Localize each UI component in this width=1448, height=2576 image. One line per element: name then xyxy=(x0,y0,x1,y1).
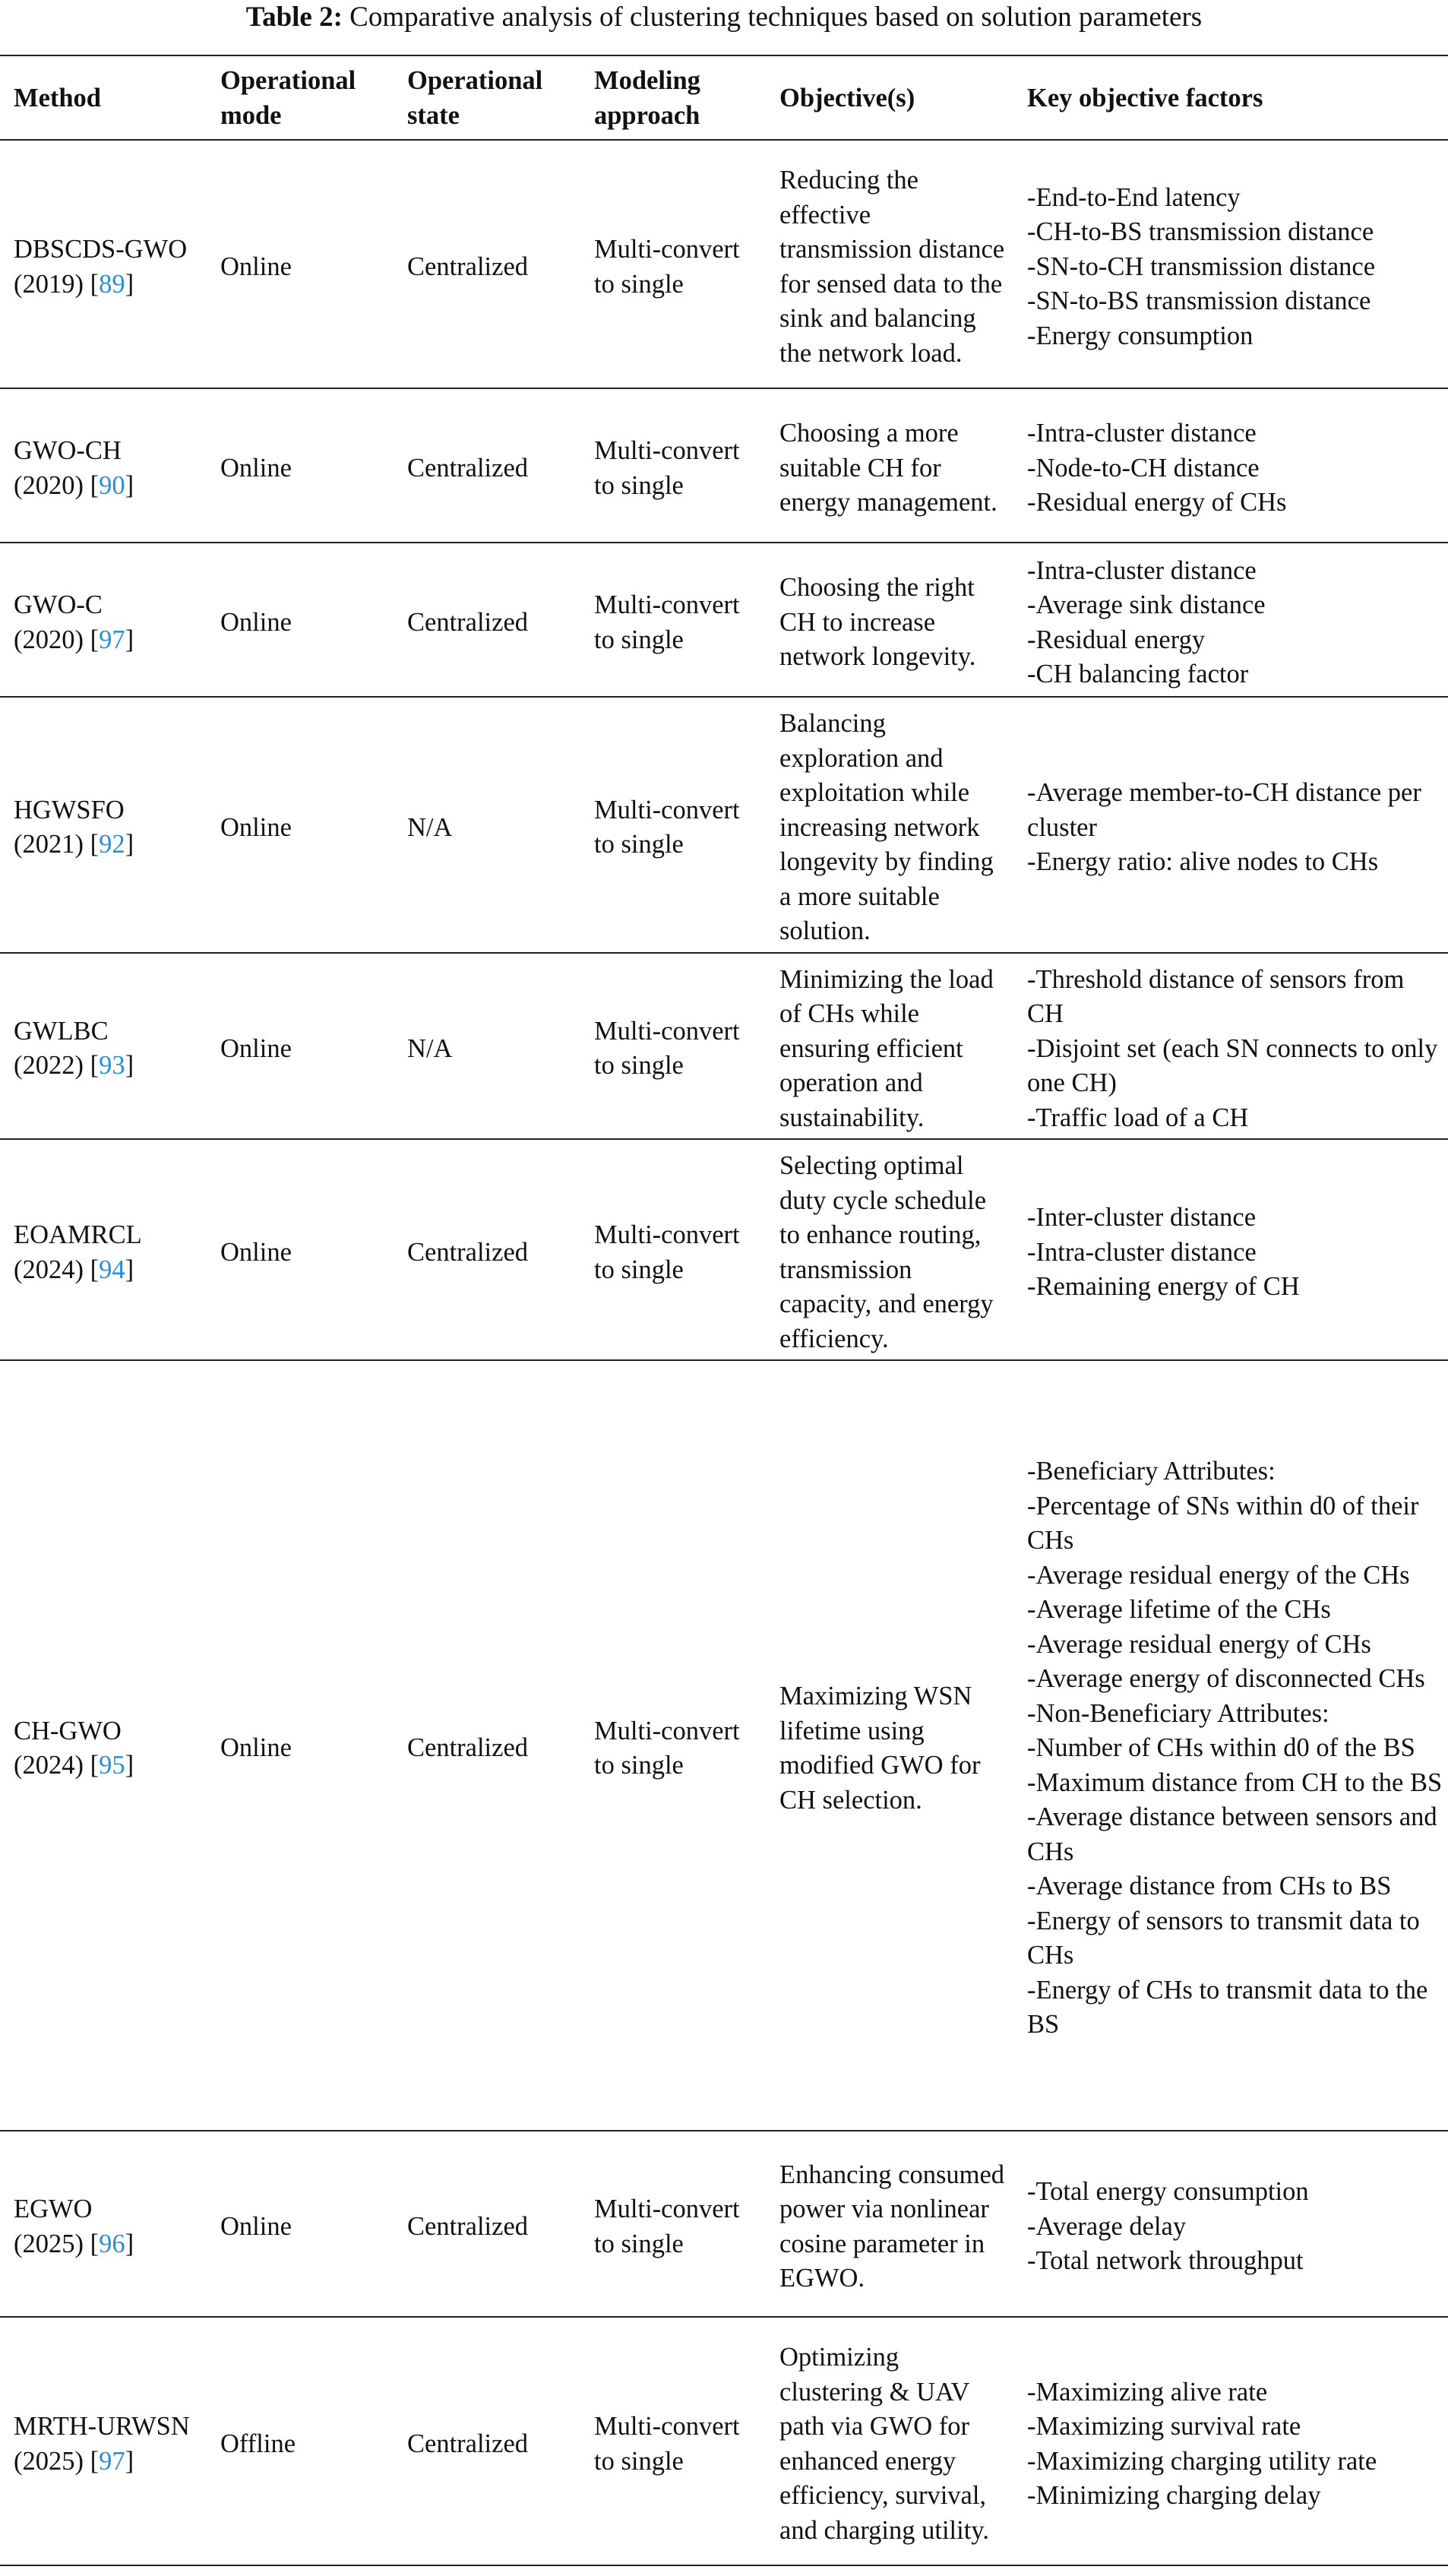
key-factor-item: -Maximizing alive rate xyxy=(1027,2377,1268,2407)
method-name: DBSCDS-GWO xyxy=(14,235,188,264)
table-row xyxy=(0,1139,1448,1360)
table-row xyxy=(0,140,1448,388)
method-ref-close: ] xyxy=(125,1751,134,1780)
method-year: (2021) [ xyxy=(14,830,100,859)
objective-cell: Enhancing consumed power via nonlinear cosine parameter in EGWO. xyxy=(764,2131,1012,2317)
method-name: EGWO xyxy=(14,2195,93,2223)
modeling-approach-cell: Multi-convert to single xyxy=(579,2131,764,2317)
key-factors-cell xyxy=(1012,2317,1448,2565)
operational-mode-cell: Online xyxy=(205,953,392,1140)
method-ref-close: ] xyxy=(125,2446,134,2476)
table-body xyxy=(0,140,1448,2565)
header-operational-state: Operational state xyxy=(392,55,579,140)
method-name: EOAMRCL xyxy=(14,1220,142,1249)
citation-link[interactable]: 92 xyxy=(99,830,125,859)
operational-mode-cell: Online xyxy=(205,1139,392,1360)
key-factor-item: -CH-to-BS transmission distance xyxy=(1027,217,1374,247)
key-factor-item: -Inter-cluster distance xyxy=(1027,1203,1257,1233)
key-factor-item: -Maximizing survival rate xyxy=(1027,2412,1301,2441)
modeling-approach-cell: Multi-convert to single xyxy=(579,140,764,388)
key-factor-item: -Energy of CHs to transmit data to the BS xyxy=(1027,1975,1428,2040)
objective-cell: Optimizing clustering & UAV path via GWO for enhanced energy efficiency, survival, and charging utility. xyxy=(764,2317,1012,2565)
operational-state-cell: Centralized xyxy=(392,388,579,543)
modeling-approach-cell: Multi-convert to single xyxy=(579,697,764,953)
key-factor-item: -Average delay xyxy=(1027,2211,1187,2241)
citation-link[interactable]: 96 xyxy=(99,2229,125,2258)
key-factor-item: -CH balancing factor xyxy=(1027,660,1249,688)
citation-link[interactable]: 97 xyxy=(99,625,125,654)
key-factor-item: -Energy of sensors to transmit data to CHs xyxy=(1027,1906,1420,1970)
operational-state-cell: N/A xyxy=(392,697,579,953)
key-factor-item: -Percentage of SNs within d0 of their CHs xyxy=(1027,1491,1419,1555)
header-method: Method xyxy=(0,55,205,140)
operational-mode-cell: Online xyxy=(205,140,392,388)
method-year: (2019) [ xyxy=(14,269,100,299)
key-factor-item: -SN-to-CH transmission distance xyxy=(1027,252,1376,281)
method-name: CH-GWO xyxy=(14,1716,122,1745)
header-row xyxy=(0,55,1448,140)
objective-cell: Selecting optimal duty cycle schedule to enhance routing, transmission capacity, and energy efficiency. xyxy=(764,1139,1012,1360)
objective-cell: Balancing exploration and exploitation while increasing network longevity by finding a more suitable solution. xyxy=(764,697,1012,953)
key-factors-cell xyxy=(1012,953,1448,1140)
modeling-approach-cell: Multi-convert to single xyxy=(579,1139,764,1360)
citation-link[interactable]: 94 xyxy=(99,1255,125,1284)
key-factor-item: -Residual energy xyxy=(1027,625,1206,654)
method-year: (2025) [ xyxy=(14,2229,100,2258)
method-cell xyxy=(0,953,205,1140)
table-row xyxy=(0,543,1448,697)
objective-cell: Maximizing WSN lifetime using modified GWO for CH selection. xyxy=(764,1360,1012,2131)
method-cell xyxy=(0,543,205,697)
objective-cell: Reducing the effective transmission distance for sensed data to the sink and balancing the network load. xyxy=(764,140,1012,388)
operational-state-cell: Centralized xyxy=(392,543,579,697)
method-name: GWO-CH xyxy=(14,436,122,465)
header-modeling-approach: Modeling approach xyxy=(579,55,764,140)
objective-cell: Choosing a more suitable CH for energy management. xyxy=(764,388,1012,543)
method-year: (2024) [ xyxy=(14,1255,100,1284)
method-cell xyxy=(0,1360,205,2131)
key-factor-item: -Energy ratio: alive nodes to CHs xyxy=(1027,847,1379,876)
key-factors-cell xyxy=(1012,2131,1448,2317)
key-factor-item: -Average energy of disconnected CHs xyxy=(1027,1664,1425,1694)
modeling-approach-cell: Multi-convert to single xyxy=(579,1360,764,2131)
method-year: (2022) [ xyxy=(14,1051,100,1081)
key-factors-cell xyxy=(1012,1139,1448,1360)
key-factor-item: -Non-Beneficiary Attributes: xyxy=(1027,1698,1329,1728)
key-factor-item: -Number of CHs within d0 of the BS xyxy=(1027,1733,1415,1763)
key-factor-item: -Average sink distance xyxy=(1027,590,1266,619)
method-cell xyxy=(0,1139,205,1360)
operational-mode-cell: Online xyxy=(205,388,392,543)
table-caption xyxy=(0,0,1448,35)
key-factor-item: -Average lifetime of the CHs xyxy=(1027,1595,1331,1625)
key-factor-item: -Average member-to-CH distance per cluster xyxy=(1027,778,1421,842)
method-year: (2020) [ xyxy=(14,625,100,654)
method-ref-close: ] xyxy=(125,1255,134,1284)
header-key-factors: Key objective factors xyxy=(1012,55,1448,140)
key-factor-item: -Average distance from CHs to BS xyxy=(1027,1872,1392,1901)
method-year: (2020) [ xyxy=(14,470,100,500)
citation-link[interactable]: 93 xyxy=(99,1051,125,1081)
table-row xyxy=(0,1360,1448,2131)
objective-cell: Choosing the right CH to increase network longevity. xyxy=(764,543,1012,697)
operational-state-cell: N/A xyxy=(392,953,579,1140)
table-row xyxy=(0,953,1448,1140)
method-year: (2025) [ xyxy=(14,2446,100,2476)
method-year: (2024) [ xyxy=(14,1751,100,1780)
modeling-approach-cell: Multi-convert to single xyxy=(579,388,764,543)
citation-link[interactable]: 97 xyxy=(99,2446,125,2476)
key-factor-item: -Maximizing charging utility rate xyxy=(1027,2446,1377,2476)
method-ref-close: ] xyxy=(125,830,134,859)
key-factor-item: -Remaining energy of CH xyxy=(1027,1272,1300,1302)
key-factor-item: -Residual energy of CHs xyxy=(1027,488,1287,517)
method-ref-close: ] xyxy=(125,2229,134,2258)
key-factors-cell xyxy=(1012,1360,1448,2131)
method-name: HGWSFO xyxy=(14,795,125,824)
method-name: GWO-C xyxy=(14,590,103,619)
key-factors-cell xyxy=(1012,388,1448,543)
operational-state-cell: Centralized xyxy=(392,1360,579,2131)
method-cell xyxy=(0,140,205,388)
key-factors-cell xyxy=(1012,697,1448,953)
operational-mode-cell: Online xyxy=(205,2131,392,2317)
key-factor-item: -Disjoint set (each SN connects to only one CH) xyxy=(1027,1033,1438,1097)
key-factor-item: -Intra-cluster distance xyxy=(1027,555,1257,585)
caption-text: Comparative analysis of clustering techniques based on solution parameters xyxy=(342,2,1203,33)
operational-mode-cell: Online xyxy=(205,543,392,697)
citation-link[interactable]: 90 xyxy=(99,470,125,500)
key-factor-item: -Average residual energy of CHs xyxy=(1027,1629,1371,1659)
table-row xyxy=(0,2317,1448,2565)
key-factor-item: -Intra-cluster distance xyxy=(1027,1237,1257,1267)
operational-state-cell: Centralized xyxy=(392,140,579,388)
key-factor-item: -Total energy consumption xyxy=(1027,2177,1309,2207)
key-factors-cell xyxy=(1012,140,1448,388)
key-factor-item: -Energy consumption xyxy=(1027,321,1254,350)
key-factor-item: -Total network throughput xyxy=(1027,2246,1304,2276)
method-cell xyxy=(0,388,205,543)
key-factor-item: -Minimizing charging delay xyxy=(1027,2481,1321,2510)
modeling-approach-cell: Multi-convert to single xyxy=(579,953,764,1140)
operational-mode-cell: Offline xyxy=(205,2317,392,2565)
caption-label: Table 2: xyxy=(245,2,343,33)
method-ref-close: ] xyxy=(125,269,134,299)
operational-state-cell: Centralized xyxy=(392,2317,579,2565)
key-factor-item: -SN-to-BS transmission distance xyxy=(1027,286,1371,316)
operational-state-cell: Centralized xyxy=(392,1139,579,1360)
key-factor-item: -Intra-cluster distance xyxy=(1027,419,1257,448)
operational-state-cell: Centralized xyxy=(392,2131,579,2317)
objective-cell: Minimizing the load of CHs while ensuring efficient operation and sustainability. xyxy=(764,953,1012,1140)
key-factor-item: -Average distance between sensors and CHs xyxy=(1027,1802,1437,1866)
key-factor-item: -Threshold distance of sensors from CH xyxy=(1027,964,1405,1028)
citation-link[interactable]: 95 xyxy=(99,1751,125,1780)
comparison-table xyxy=(0,55,1448,2566)
operational-mode-cell: Online xyxy=(205,697,392,953)
method-cell xyxy=(0,697,205,953)
modeling-approach-cell: Multi-convert to single xyxy=(579,543,764,697)
header-operational-mode: Operational mode xyxy=(205,55,392,140)
modeling-approach-cell: Multi-convert to single xyxy=(579,2317,764,2565)
table-row xyxy=(0,697,1448,953)
key-factor-item: -Traffic load of a CH xyxy=(1027,1103,1249,1132)
method-ref-close: ] xyxy=(125,625,134,654)
operational-mode-cell: Online xyxy=(205,1360,392,2131)
key-factor-item: -Maximum distance from CH to the BS xyxy=(1027,1767,1443,1797)
key-factor-item: -Node-to-CH distance xyxy=(1027,453,1260,483)
method-name: GWLBC xyxy=(14,1016,109,1046)
method-ref-close: ] xyxy=(125,470,134,500)
key-factor-item: -Average residual energy of the CHs xyxy=(1027,1560,1410,1590)
method-cell xyxy=(0,2317,205,2565)
method-cell xyxy=(0,2131,205,2317)
table-row xyxy=(0,388,1448,543)
header-objectives: Objective(s) xyxy=(764,55,1012,140)
key-factor-item: -Beneficiary Attributes: xyxy=(1027,1457,1276,1486)
key-factor-item: -End-to-End latency xyxy=(1027,182,1241,212)
citation-link[interactable]: 89 xyxy=(99,269,125,299)
method-ref-close: ] xyxy=(125,1051,134,1081)
table-row xyxy=(0,2131,1448,2317)
key-factors-cell xyxy=(1012,543,1448,697)
method-name: MRTH-URWSN xyxy=(14,2412,190,2441)
